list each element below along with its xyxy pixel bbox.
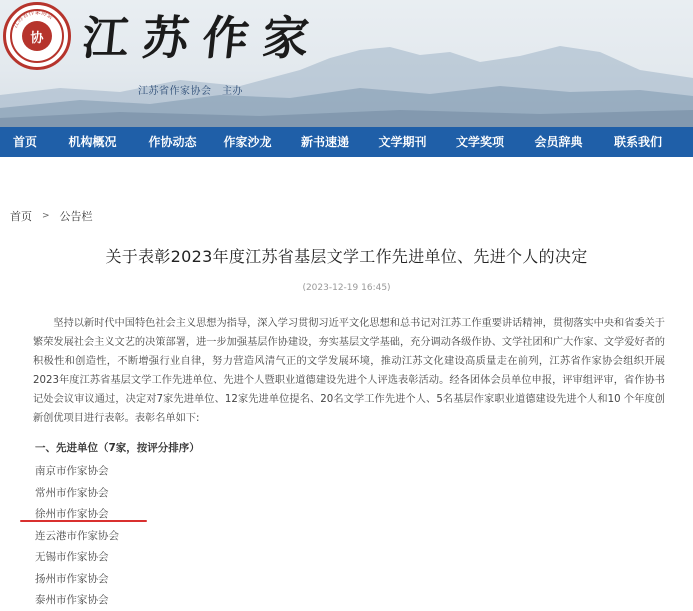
nav-item-journals[interactable]: 文学期刊 [378,135,427,149]
list-item: 无锡市作家协会 [35,551,109,563]
nav-item-contact[interactable]: 联系我们 [613,135,662,149]
highlight-underline [20,520,147,522]
breadcrumb-home[interactable]: 首页 [10,210,32,223]
site-title[interactable]: 江苏作家 [79,11,326,65]
list-item: 南京市作家协会 [35,465,109,477]
breadcrumb [10,208,93,224]
list-item: 扬州市作家协会 [35,572,109,585]
breadcrumb-separator: > [42,211,50,221]
list-item: 常州市作家协会 [35,486,109,499]
header-banner [0,0,693,127]
article-paragraph: 坚持以新时代中国特色社会主义思想为指导，深入学习贯彻习近平文化思想和总书记对江苏工作重要讲话精神，贯彻落实中央和省委关于繁荣发展社会主义文艺的决策部署，进一步加强基层作协建设，夯实基层文学基础，充分调动各级作协、文学社团和广大作家、文学爱好者的积极性和创造性，不断增强行业自律，努力营造风清气正的文学发展环境，推动江苏文化建设高质量走在前列，江苏省作家协会组织开展2023年度江苏省基层文学工作先进单位、先进个人暨职业道德建设先进个人评选表彰活动。经各团体会员单位申报，评审组评审，省作协书记处会议审议通过，决定对7家先进单位、12家先进单位提名、20名文学工作先进个人、5名基层作家职业道德建设先进个人和10 个年度创新创优项目进行表彰。表彰名单如下: [33,318,665,424]
nav-item-about[interactable]: 机构概况 [68,135,117,149]
article-title: 关于表彰2023年度江苏省基层文学工作先进单位、先进个人的决定 [105,247,588,266]
nav-item-members[interactable]: 会员辞典 [534,135,583,149]
nav-item-salon[interactable]: 作家沙龙 [223,135,272,149]
list-item: 徐州市作家协会 [35,508,109,520]
nav-item-home[interactable]: 首页 [12,135,37,149]
main-nav [0,127,693,157]
breadcrumb-current[interactable]: 公告栏 [59,210,93,223]
nav-item-news[interactable]: 作协动态 [148,135,197,149]
section-heading: 一、先进单位（7家，按评分排序） [35,442,200,454]
svg-text:江苏省作家协会: 江苏省作家协会 [11,8,55,30]
unit-list [35,461,119,611]
list-item: 泰州市作家协会 [35,594,109,606]
sponsor-text: 江苏省作家协会 主办 [138,86,243,97]
article-date: (2023-12-19 16:45) [302,283,391,293]
logo-mark: 协 [22,21,52,51]
list-item: 连云港市作家协会 [35,529,119,542]
nav-item-new-books[interactable]: 新书速递 [300,135,349,149]
nav-item-awards[interactable]: 文学奖项 [455,135,504,149]
logo-seal[interactable] [3,2,71,70]
